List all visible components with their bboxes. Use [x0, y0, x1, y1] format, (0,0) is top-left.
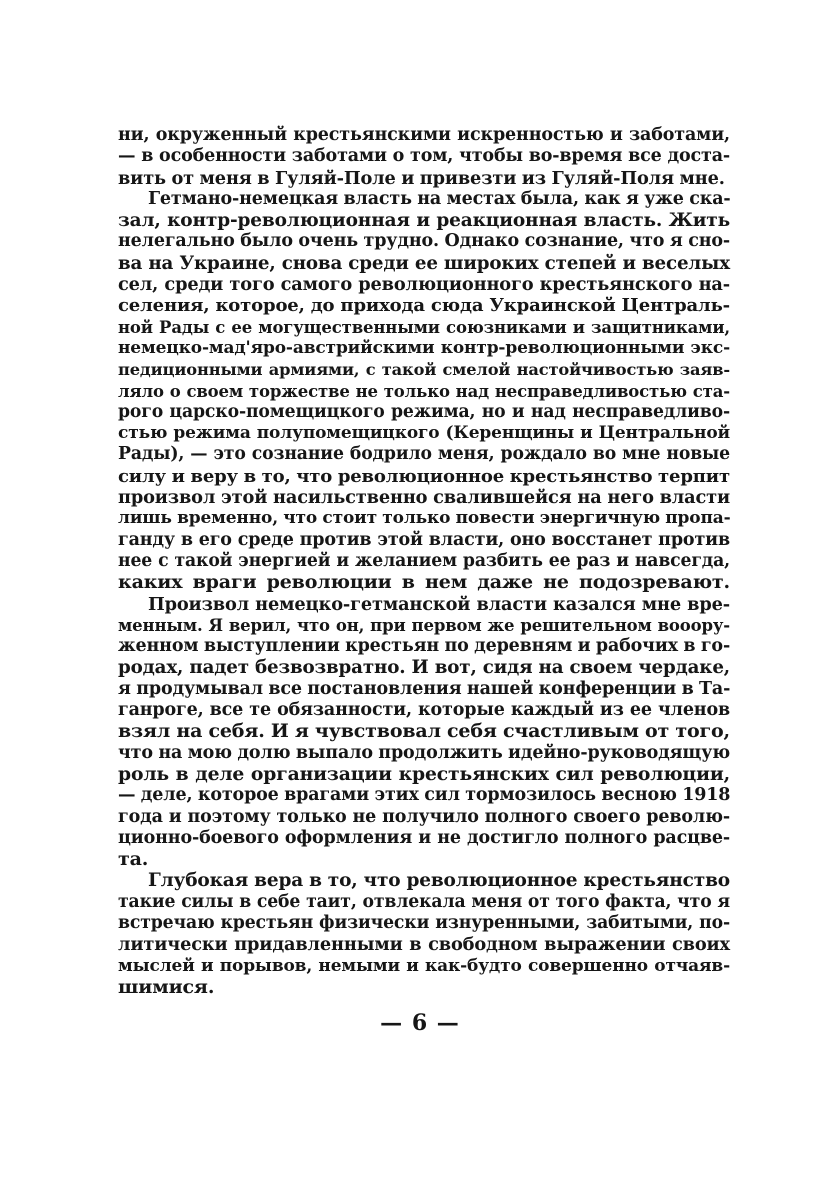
text-line: стью режима полупомещицкого (Керенщины и Центральной [118, 423, 730, 444]
text-line: нелегально было очень трудно. Однако сознание, что я сно- [118, 231, 730, 252]
paragraph-3 [118, 594, 730, 871]
text-line: силу и веру в то, что революционное крестьянство терпит [118, 465, 730, 487]
text-line: ляло о своем торжестве не только над несправедливостью ста- [118, 381, 730, 401]
text-line: ной Рады с ее могущественными союзниками и защитниками, [118, 317, 730, 337]
text-line: встречаю крестьян физически изнуренными, забитыми, по- [118, 912, 730, 933]
text-line: женном выступлении крестьян по деревням и рабочих в го- [118, 636, 731, 657]
text-line: Глубокая вера в то, что революционное крестьянство [148, 870, 730, 892]
text-line: менным. Я верил, что он, при первом же решительном вооору- [118, 615, 730, 635]
text-line: ва на Украине, снова среди ее широких степей и веселых [118, 252, 730, 274]
text-line: педиционными армиями, с такой смелой настойчивостью заяв- [118, 360, 730, 380]
text-line: я продумывал все постановления нашей конференции в Та- [118, 678, 731, 699]
paragraph-2 [118, 189, 730, 594]
text-line: Произвол немецко-гетманской власти казался мне вре- [148, 593, 730, 615]
text-line: та. [118, 848, 149, 871]
text-line: такие силы в себе таит, отвлекала меня от того факта, что я [118, 891, 730, 912]
page-number: — 6 — [380, 1010, 460, 1036]
text-line: зал, контр-революционная и реакционная власть. Жить [118, 210, 730, 232]
text-line: — в особенности заботами о том, чтобы во-время все доста- [118, 146, 730, 167]
text-line: лишь временно, что стоит только повести энергичную пропа- [118, 508, 731, 529]
text-line: шимися. [118, 975, 215, 998]
text-line: Гетмано-немецкая власть на местах была, как я уже ска- [148, 188, 731, 209]
text-line: роль в деле организации крестьянских сил революции, [118, 762, 730, 785]
text-line: ганду в его среде против этой власти, оно восстанет против [118, 529, 730, 550]
text-line: года и поэтому только не получило полного своего револю- [118, 806, 730, 827]
text-line: что на мою долю выпало продолжить идейно-руководящую [118, 742, 731, 763]
paragraph-1 [118, 125, 730, 189]
text-line: каких враги революции в нем даже не подозревают. [118, 571, 730, 594]
text-line: Рады), — это сознание бодрило меня, рождало во мне новые [118, 444, 730, 465]
text-line: сел, среди того самого революционного крестьянского на- [118, 274, 730, 296]
text-line: нее с такой энергией и желанием разбить ее раз и навсегда, [118, 550, 730, 571]
text-line: ганроге, все те обязанности, которые каждый из ее членов [118, 700, 730, 721]
text-line: — деле, которое врагами этих сил тормозилось весною 1918 [118, 785, 731, 806]
text-line: родах, падет безвозвратно. И вот, сидя на своем чердаке, [118, 657, 730, 679]
text-line: ционно-боевого оформления и не достигло полного расцве- [118, 827, 730, 848]
text-line: литически придавленными в свободном выражении своих [118, 934, 730, 956]
text-line: вить от меня в Гуляй-Поле и привезти из Гуляй-Поля мне. [118, 167, 725, 189]
paragraph-4 [118, 870, 730, 998]
text-line: немецко-мад'яро-австрийскими контр-революционными экс- [118, 337, 730, 358]
text-line: рого царско-помещицкого режима, но и над несправедливо- [118, 401, 730, 422]
text-line: селения, которое, до прихода сюда Украинской Централь- [118, 295, 730, 317]
text-line: произвол этой насильственно свалившейся на него власти [118, 487, 730, 509]
text-line: взял на себя. И я чувствовал себя счастливым от того, [118, 720, 730, 743]
text-line: ни, окруженный крестьянскими искренностью и заботами, [118, 125, 730, 145]
page-body [118, 125, 730, 998]
text-line: мыслей и порывов, немыми и как-будто совершенно отчаяв- [118, 955, 730, 976]
